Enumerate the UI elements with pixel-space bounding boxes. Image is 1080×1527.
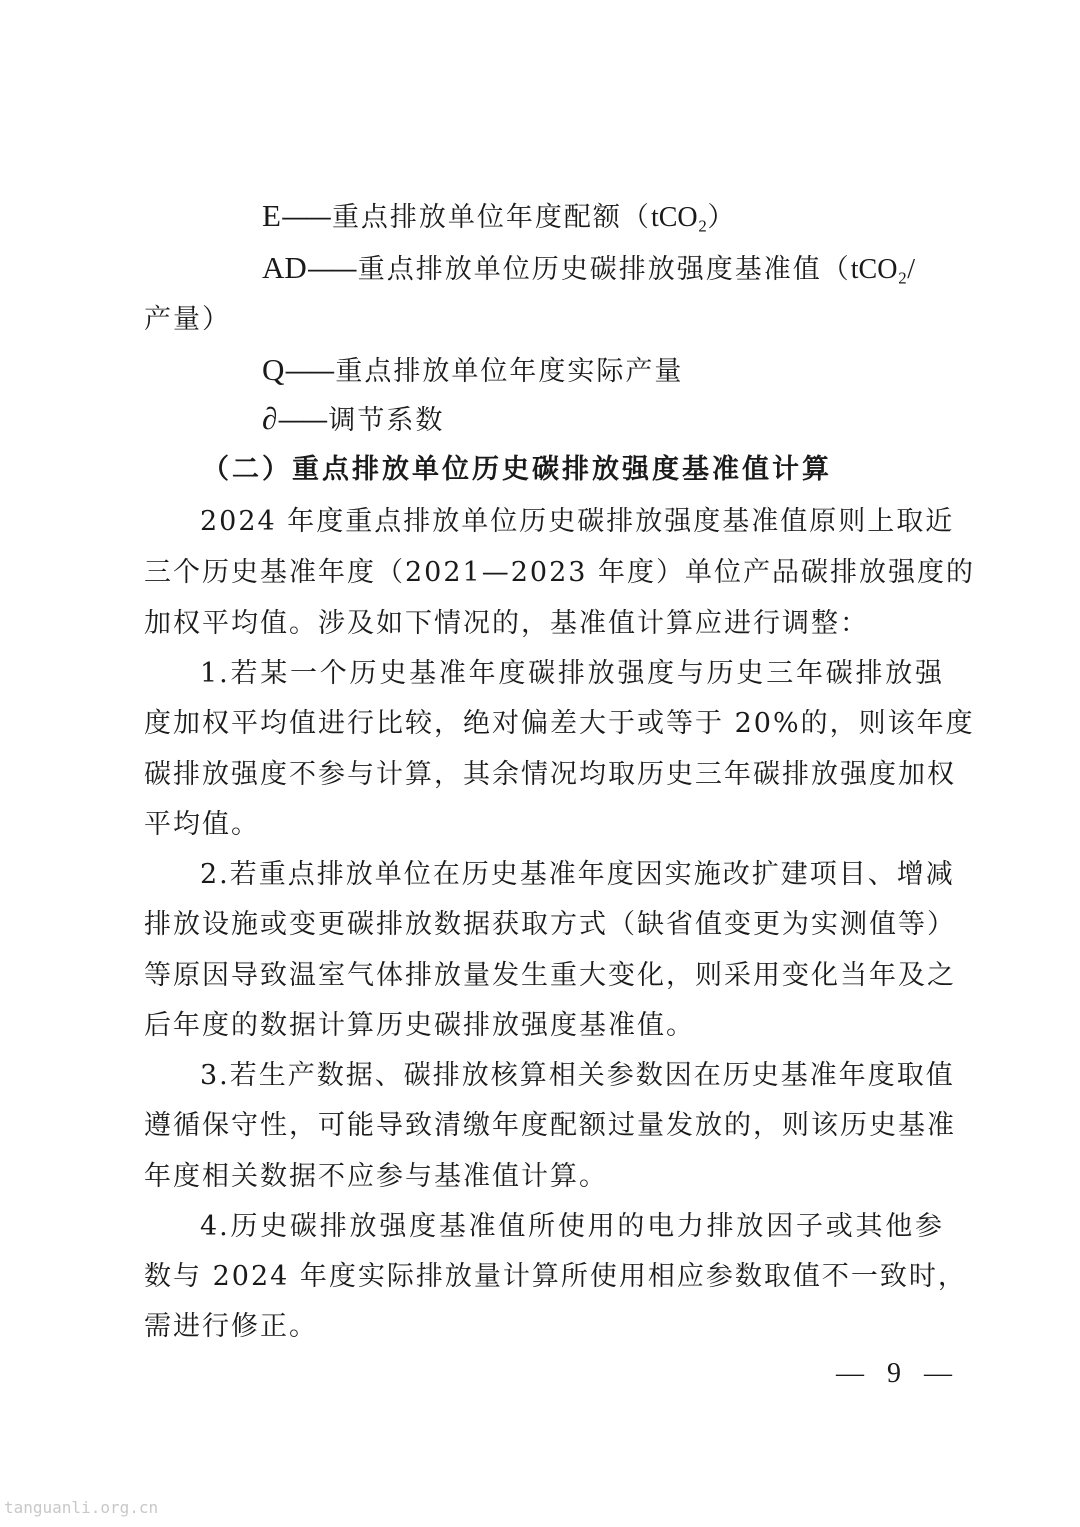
definition-symbol: AD	[262, 250, 307, 285]
definition-ad-continuation: 产量）	[144, 304, 231, 335]
definition-unit: tCO₂/	[850, 254, 915, 285]
paragraph-line: 2.若重点排放单位在历史基准年度因实施改扩建项目、增减	[200, 859, 955, 890]
definition-unit-close: ）	[707, 202, 737, 233]
paragraph-line: 后年度的数据计算历史碳排放强度基准值。	[144, 1010, 695, 1041]
section-heading: （二）重点排放单位历史碳排放强度基准值计算	[202, 454, 832, 485]
paragraph-line: 遵循保守性，可能导致清缴年度配额过量发放的，则该历史基准	[144, 1110, 956, 1141]
paragraph-line: 年度相关数据不应参与基准值计算。	[144, 1161, 608, 1192]
page-number: — 9 —	[836, 1358, 960, 1389]
definition-e	[262, 198, 736, 236]
paragraph-line: 三个历史基准年度（2021—2023 年度）单位产品碳排放强度的	[144, 557, 976, 588]
definition-symbol: Q	[262, 352, 285, 387]
paragraph-line: 平均值。	[144, 809, 260, 840]
definition-ad	[262, 250, 915, 288]
paragraph-line: 排放设施或变更碳排放数据获取方式（缺省值变更为实测值等）	[144, 909, 956, 940]
definition-partial	[262, 401, 444, 439]
paragraph-line: 4.历史碳排放强度基准值所使用的电力排放因子或其他参	[200, 1211, 944, 1242]
definition-q	[262, 352, 683, 390]
paragraph-line: 碳排放强度不参与计算，其余情况均取历史三年碳排放强度加权	[144, 759, 956, 790]
definition-unit: tCO₂	[650, 202, 708, 233]
definition-dash: ——	[284, 356, 333, 387]
paragraph-line: 度加权平均值进行比较，绝对偏差大于或等于 20%的，则该年度	[144, 708, 975, 739]
paragraph-line: 数与 2024 年度实际排放量计算所使用相应参数取值不一致时，	[144, 1261, 967, 1292]
paragraph-line: 加权平均值。涉及如下情况的，基准值计算应进行调整：	[144, 608, 869, 639]
paragraph-line: 3.若生产数据、碳排放核算相关参数因在历史基准年度取值	[200, 1060, 955, 1091]
definition-dash: ——	[280, 202, 329, 233]
definition-dash: ——	[277, 405, 326, 436]
definition-text: 调节系数	[328, 405, 445, 436]
paragraph-line: 需进行修正。	[144, 1311, 318, 1342]
definition-dash: ——	[306, 254, 355, 285]
paragraph-line: 1.若某一个历史基准年度碳排放强度与历史三年碳排放强	[200, 658, 944, 689]
definition-text: 重点排放单位年度实际产量	[335, 356, 684, 387]
definition-symbol: E	[262, 198, 281, 233]
source-watermark: tanguanli.org.cn	[4, 1498, 159, 1517]
definition-text: 重点排放单位年度配额（	[331, 202, 651, 233]
paragraph-line: 等原因导致温室气体排放量发生重大变化，则采用变化当年及之	[144, 960, 956, 991]
definition-symbol: ∂	[262, 401, 278, 436]
paragraph-line: 2024 年度重点排放单位历史碳排放强度基准值原则上取近	[200, 506, 955, 537]
definition-text: 重点排放单位历史碳排放强度基准值（	[357, 254, 851, 285]
